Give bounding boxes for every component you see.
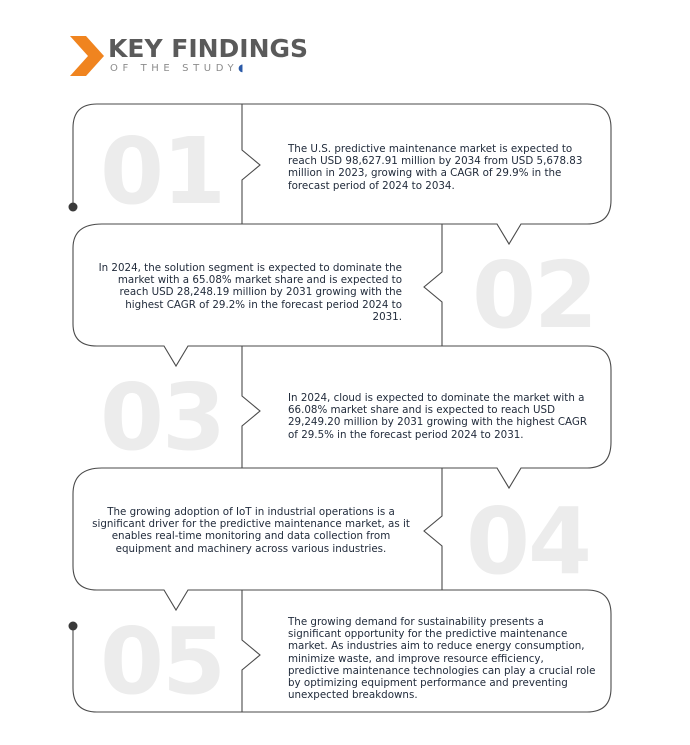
finding-number-01: 01 [100, 118, 225, 225]
page-subtitle: OF THE STUDY◖ [110, 63, 244, 74]
finding-number-02: 02 [472, 242, 597, 349]
divider-4 [424, 468, 442, 590]
finding-number-03: 03 [100, 364, 225, 471]
divider-5 [242, 590, 260, 712]
finding-number-05: 05 [100, 608, 225, 715]
finding-number-04: 04 [466, 488, 591, 595]
finding-text-04: The growing adoption of IoT in industrial operations is a significant driver for the predictive maintenance market, as it enables real-time monitoring and data collection from equipment and machinery across various industries. [92, 506, 410, 555]
divider-1 [242, 104, 260, 224]
accent-mark-icon: ◖ [238, 63, 244, 74]
divider-2 [424, 224, 442, 346]
finding-text-03: In 2024, cloud is expected to dominate the market with a 66.08% market share and is expected to reach USD 29,249.20 million by 2031 growing with the highest CAGR of 29.5% in the forecast period 2024 to 2031. [288, 392, 588, 441]
timeline-end-dot [69, 622, 78, 631]
timeline-start-dot [69, 203, 78, 212]
finding-text-01: The U.S. predictive maintenance market is expected to reach USD 98,627.91 million by 2034 from USD 5,678.83 million in 2023, growing with a CAGR of 29.9% in the forecast period of 2024 to 2034. [288, 143, 583, 192]
finding-text-05: The growing demand for sustainability presents a significant opportunity for the predictive maintenance market. As industries aim to reduce energy consumption, minimize waste, and improve resource efficiency, predictive maintenance technologies can play a crucial role by optimizing equipment performance and preventing unexpected breakdowns. [288, 616, 596, 702]
divider-3 [242, 346, 260, 468]
finding-text-02: In 2024, the solution segment is expected to dominate the market with a 65.08% market share and is expected to reach USD 28,248.19 million by 2031 growing with the highest CAGR of 29.2% in the forecast period 2024 to 2031. [98, 262, 402, 323]
page-title: KEY FINDINGS [108, 34, 309, 63]
